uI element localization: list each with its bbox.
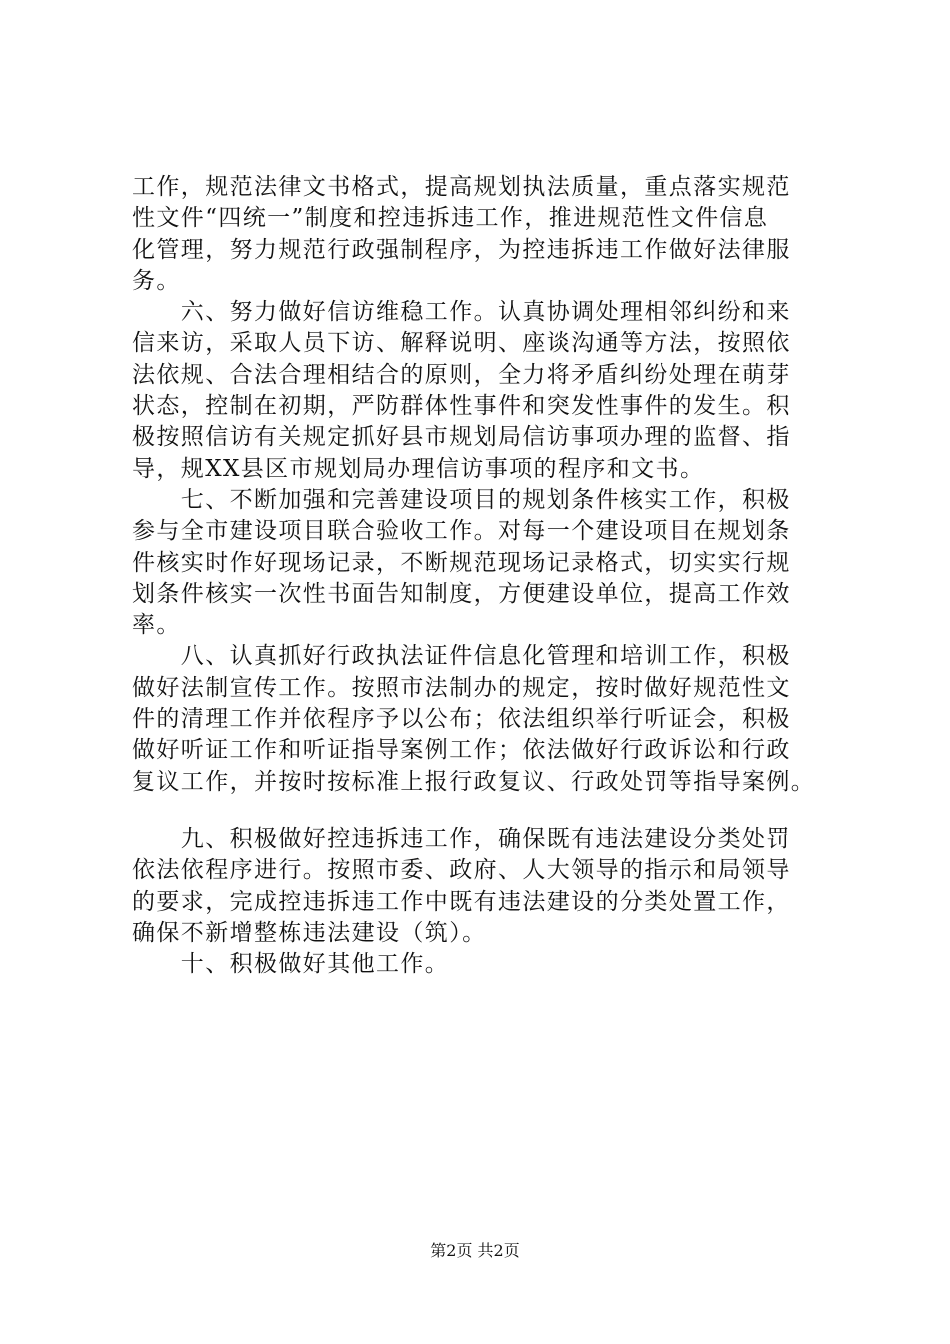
text-line: 件核实时作好现场记录，不断规范现场记录格式，切实实行规 [132,549,791,576]
text-line: 状态，控制在初期，严防群体性事件和突发性事件的发生。积 [132,393,791,420]
text-line: 极按照信访有关规定抓好县市规划局信访事项办理的监督、指 [132,424,791,451]
paragraph-8-line: 八、认真抓好行政执法证件信息化管理和培训工作，积极 [132,643,791,670]
text-line: 工作，规范法律文书格式，提高规划执法质量，重点落实规范 [132,174,791,200]
page-number-footer: 第2页 共2页 [430,1241,520,1260]
text-line: 件的清理工作并依程序予以公布；依法组织举行听证会，积极 [132,706,791,733]
paragraph-9-line: 九、积极做好控违拆违工作，确保既有违法建设分类处罚 [132,825,791,852]
text-line: 化管理，努力规范行政强制程序，为控违拆违工作做好法律服 [132,236,791,263]
text-line: 信来访，采取人员下访、解释说明、座谈沟通等方法，按照依 [132,330,791,357]
text-line: 确保不新增整栋违法建设（筑）。 [132,919,487,946]
text-line: 性文件“四统一”制度和控违拆违工作，推进规范性文件信息 [132,205,769,232]
text-line: 务。 [132,267,181,294]
document-body [132,172,852,980]
paragraph-10-line: 十、积极做好其他工作。 [132,951,450,978]
paragraph-7-line: 七、不断加强和完善建设项目的规划条件核实工作，积极 [132,486,791,513]
paragraph-6-line: 六、努力做好信访维稳工作。认真协调处理相邻纠纷和来 [132,299,791,326]
text-line: 依法依程序进行。按照市委、政府、人大领导的指示和局领导 [132,857,791,884]
paragraph-gap [132,798,852,824]
text-line: 做好法制宣传工作。按照市法制办的规定，按时做好规范性文 [132,674,791,701]
text-line: 法依规、合法合理相结合的原则，全力将矛盾纠纷处理在萌芽 [132,361,791,388]
text-line: 做好听证工作和听证指导案例工作；依法做好行政诉讼和行政 [132,737,791,764]
text-line: 参与全市建设项目联合验收工作。对每一个建设项目在规划条 [132,518,791,545]
text-line: 率。 [132,612,181,639]
text-line: 的要求，完成控违拆违工作中既有违法建设的分类处置工作， [132,888,791,915]
text-line: 复议工作，并按时按标准上报行政复议、行政处罚等指导案例。 [132,768,816,795]
text-line: 导，规XX县区市规划局办理信访事项的程序和文书。 [132,455,705,482]
text-line: 划条件核实一次性书面告知制度，方便建设单位，提高工作效 [132,580,791,607]
